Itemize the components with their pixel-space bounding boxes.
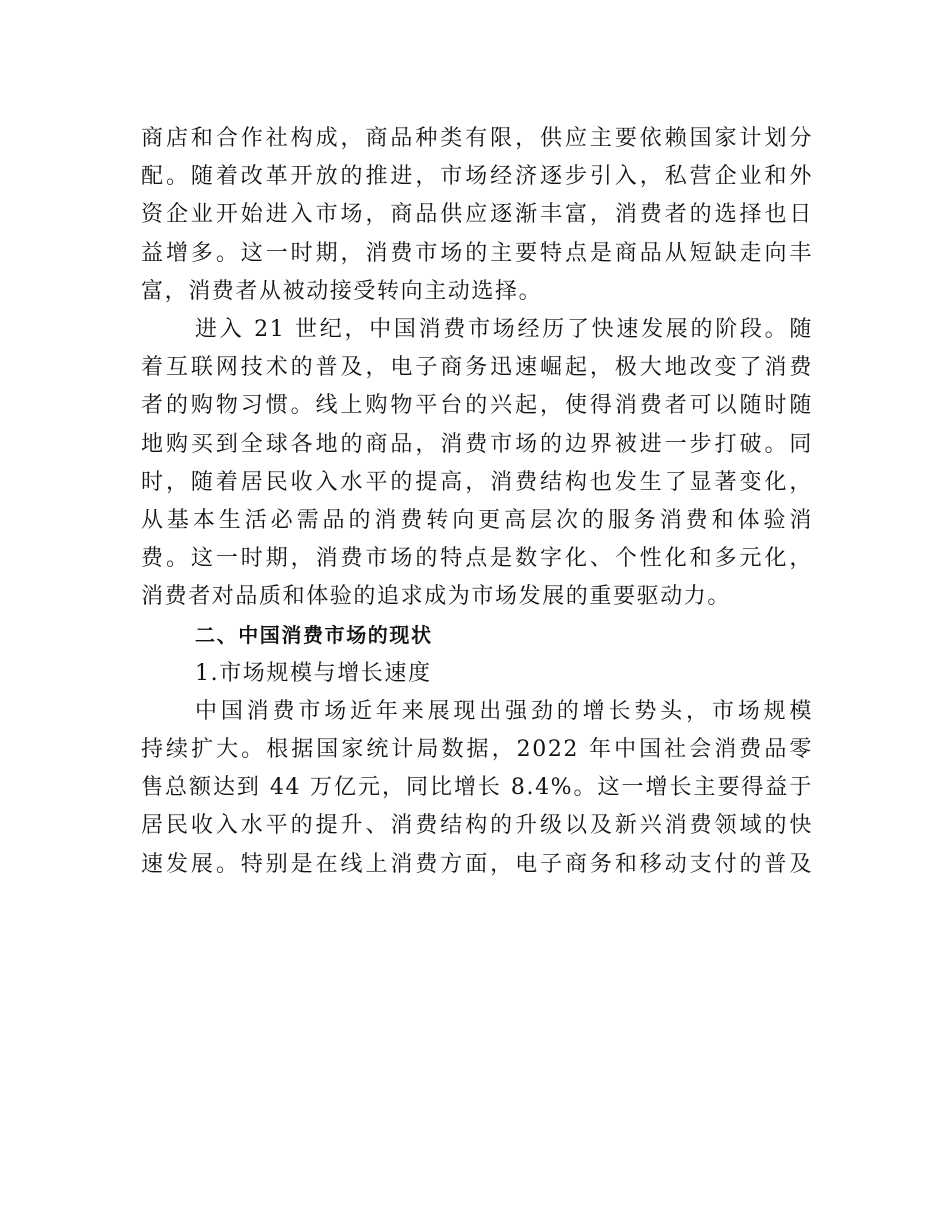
section-heading: 二、中国消费市场的现状 bbox=[195, 623, 433, 648]
text-line: 速发展。特别是在线上消费方面，电子商务和移动支付的普及 bbox=[141, 851, 813, 877]
text-line: 资企业开始进入市场，商品供应逐渐丰富，消费者的选择也日 bbox=[141, 202, 813, 228]
text-line: 益增多。这一时期，消费市场的主要特点是商品从短缺走向丰 bbox=[141, 240, 813, 266]
subsection-heading: 1.市场规模与增长速度 bbox=[195, 660, 432, 686]
text-line: 配。随着改革开放的推进，市场经济逐步引入，私营企业和外 bbox=[141, 164, 813, 190]
text-line: 进入 21 世纪，中国消费市场经历了快速发展的阶段。随 bbox=[195, 316, 813, 342]
text-line: 从基本生活必需品的消费转向更高层次的服务消费和体验消 bbox=[141, 507, 813, 533]
document-body bbox=[141, 120, 813, 884]
text-line: 着互联网技术的普及，电子商务迅速崛起，极大地改变了消费 bbox=[141, 355, 813, 381]
text-line: 居民收入水平的提升、消费结构的升级以及新兴消费领域的快 bbox=[141, 813, 813, 839]
text-line: 售总额达到 44 万亿元，同比增长 8.4%。这一增长主要得益于 bbox=[141, 775, 813, 801]
text-line: 消费者对品质和体验的追求成为市场发展的重要驱动力。 bbox=[141, 584, 732, 610]
text-line: 持续扩大。根据国家统计局数据，2022 年中国社会消费品零 bbox=[141, 737, 813, 762]
text-line: 费。这一时期，消费市场的特点是数字化、个性化和多元化， bbox=[141, 546, 813, 572]
text-line: 时，随着居民收入水平的提高，消费结构也发生了显著变化， bbox=[141, 469, 813, 495]
text-line: 富，消费者从被动接受转向主动选择。 bbox=[141, 278, 543, 304]
text-line: 地购买到全球各地的商品，消费市场的边界被进一步打破。同 bbox=[141, 431, 813, 457]
paragraph-planned-economy-era bbox=[141, 120, 813, 311]
paragraph-market-scale bbox=[141, 693, 813, 884]
text-line: 者的购物习惯。线上购物平台的兴起，使得消费者可以随时随 bbox=[141, 393, 813, 419]
text-line: 商店和合作社构成，商品种类有限，供应主要依赖国家计划分 bbox=[141, 126, 813, 151]
text-line: 中国消费市场近年来展现出强劲的增长势头，市场规模 bbox=[195, 698, 813, 724]
paragraph-21st-century bbox=[141, 311, 813, 617]
